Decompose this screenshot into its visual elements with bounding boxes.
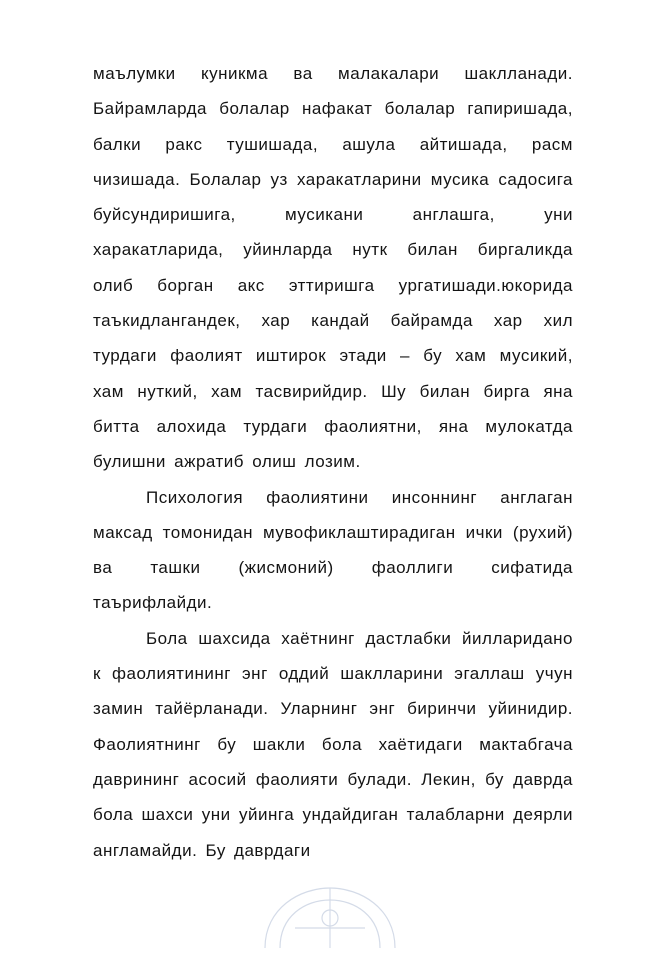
document-page <box>93 56 573 868</box>
paragraph-1: маълумки куникма ва малакалари шаклланади. Байрамларда болалар нафакат болалар гапиришада, балки ракс тушишада, ашула айтишада, расм чизишада. Болалар уз харакатларини мусика садосига буйсундиришига, мусикани англашга, уни харакатларида, уйинларда нутк билан биргаликда олиб борган акс эттиришга ургатишади.юкорида таъкидлангандек, хар кандай байрамда хар хил турдаги фаолият иштирок этади – бу хам мусикий, хам нуткий, хам тасвирийдир. Шу билан бирга яна битта алохида турдаги фаолиятни, яна мулокатда булишни ажратиб олиш лозим. <box>93 64 573 472</box>
paragraph-3: Бола шахсида хаётнинг дастлабки йилларидано к фаолиятининг энг оддий шаклларини эгаллаш учун замин тайёрланади. Уларнинг энг биринчи уйинидир. Фаолиятнинг бу шакли бола хаётидаги мактабгача даврининг асосий фаолияти булади. Лекин, бу даврда бола шахси уни уйинга ундайдиган талабларни деярли англамайди. Бу даврдаги <box>93 628 573 860</box>
paragraph-2: Психология фаолиятини инсоннинг англаган максад томонидан мувофиклаштирадиган ички (рухий) ва ташки (жисмоний) фаоллиги сифатида таърифлайди. <box>93 487 573 613</box>
watermark-icon <box>205 878 455 958</box>
